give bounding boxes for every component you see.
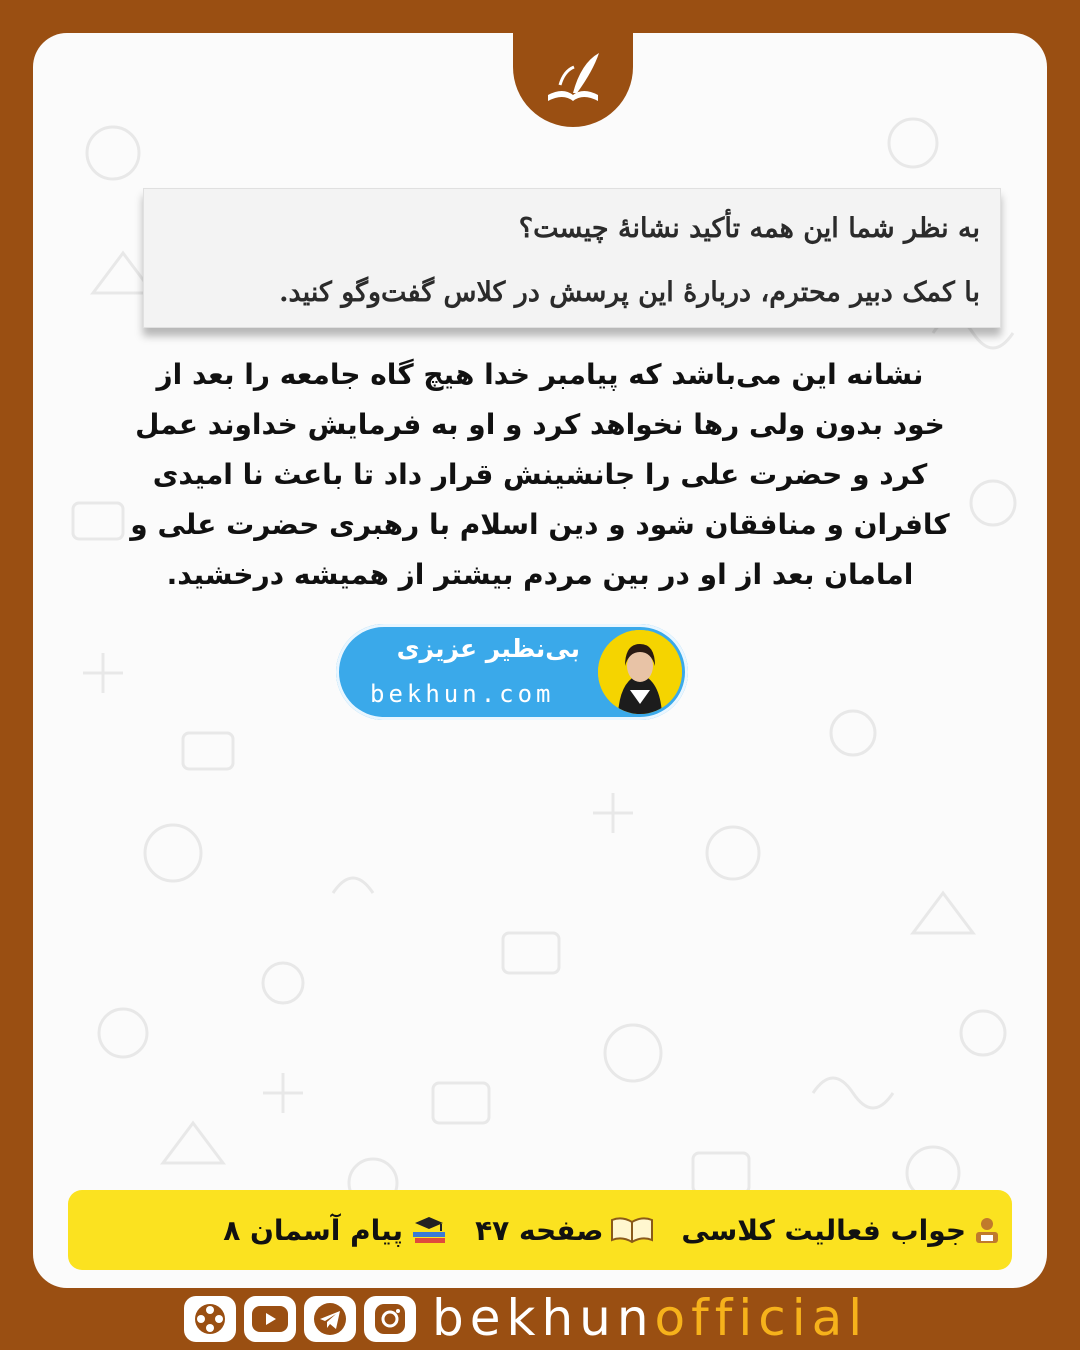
footer-info-bar [68, 1190, 1012, 1270]
activity-label: جواب فعالیت کلاسی [681, 1213, 966, 1247]
brand-handle [432, 1290, 868, 1346]
teacher-icon [972, 1215, 1002, 1245]
instagram-icon[interactable] [364, 1296, 416, 1342]
answer-line-5: امامان بعد از او در بین مردم بیشتر از همیشه درخشید. [166, 558, 914, 591]
answer-line-1: نشانه این می‌باشد که پیامبر خدا هیچ گاه جامعه را بعد از [156, 358, 924, 391]
graduation-books-icon [409, 1214, 449, 1246]
telegram-icon[interactable] [304, 1296, 356, 1342]
brand-part-1: bekhun [432, 1289, 655, 1347]
book-quill-logo-icon [538, 45, 608, 115]
author-badge[interactable] [336, 624, 688, 720]
author-name: بی‌نظیر عزیزی [396, 634, 580, 663]
activity-segment [681, 1214, 1002, 1247]
author-site: bekhun.com [370, 680, 555, 708]
page-label: صفحه ۴۷ [475, 1213, 604, 1247]
question-line-1: به نظر شما این همه تأکید نشانهٔ چیست؟ [518, 213, 980, 244]
author-avatar-icon [598, 630, 682, 714]
book-segment [223, 1214, 449, 1247]
youtube-icon[interactable] [244, 1296, 296, 1342]
page-segment [475, 1214, 655, 1247]
answer-line-4: کافران و منافقان شود و دین اسلام با رهبری حضرت علی و [130, 508, 950, 541]
brand-part-2: official [654, 1289, 869, 1347]
book-label: پیام آسمان ۸ [223, 1213, 404, 1247]
textbook-question-box [143, 188, 1001, 328]
film-reel-icon[interactable] [184, 1296, 236, 1342]
question-line-2: با کمک دبیر محترم، دربارهٔ این پرسش در کلاس گفت‌وگو کنید. [279, 277, 980, 308]
answer-text [100, 350, 980, 600]
answer-line-3: کرد و حضرت علی را جانشینش قرار داد تا باعث نا امیدی [152, 458, 928, 491]
answer-line-2: خود بدون ولی رها نخواهد کرد و او به فرمایش خداوند عمل [135, 408, 945, 441]
open-book-icon [609, 1215, 655, 1245]
